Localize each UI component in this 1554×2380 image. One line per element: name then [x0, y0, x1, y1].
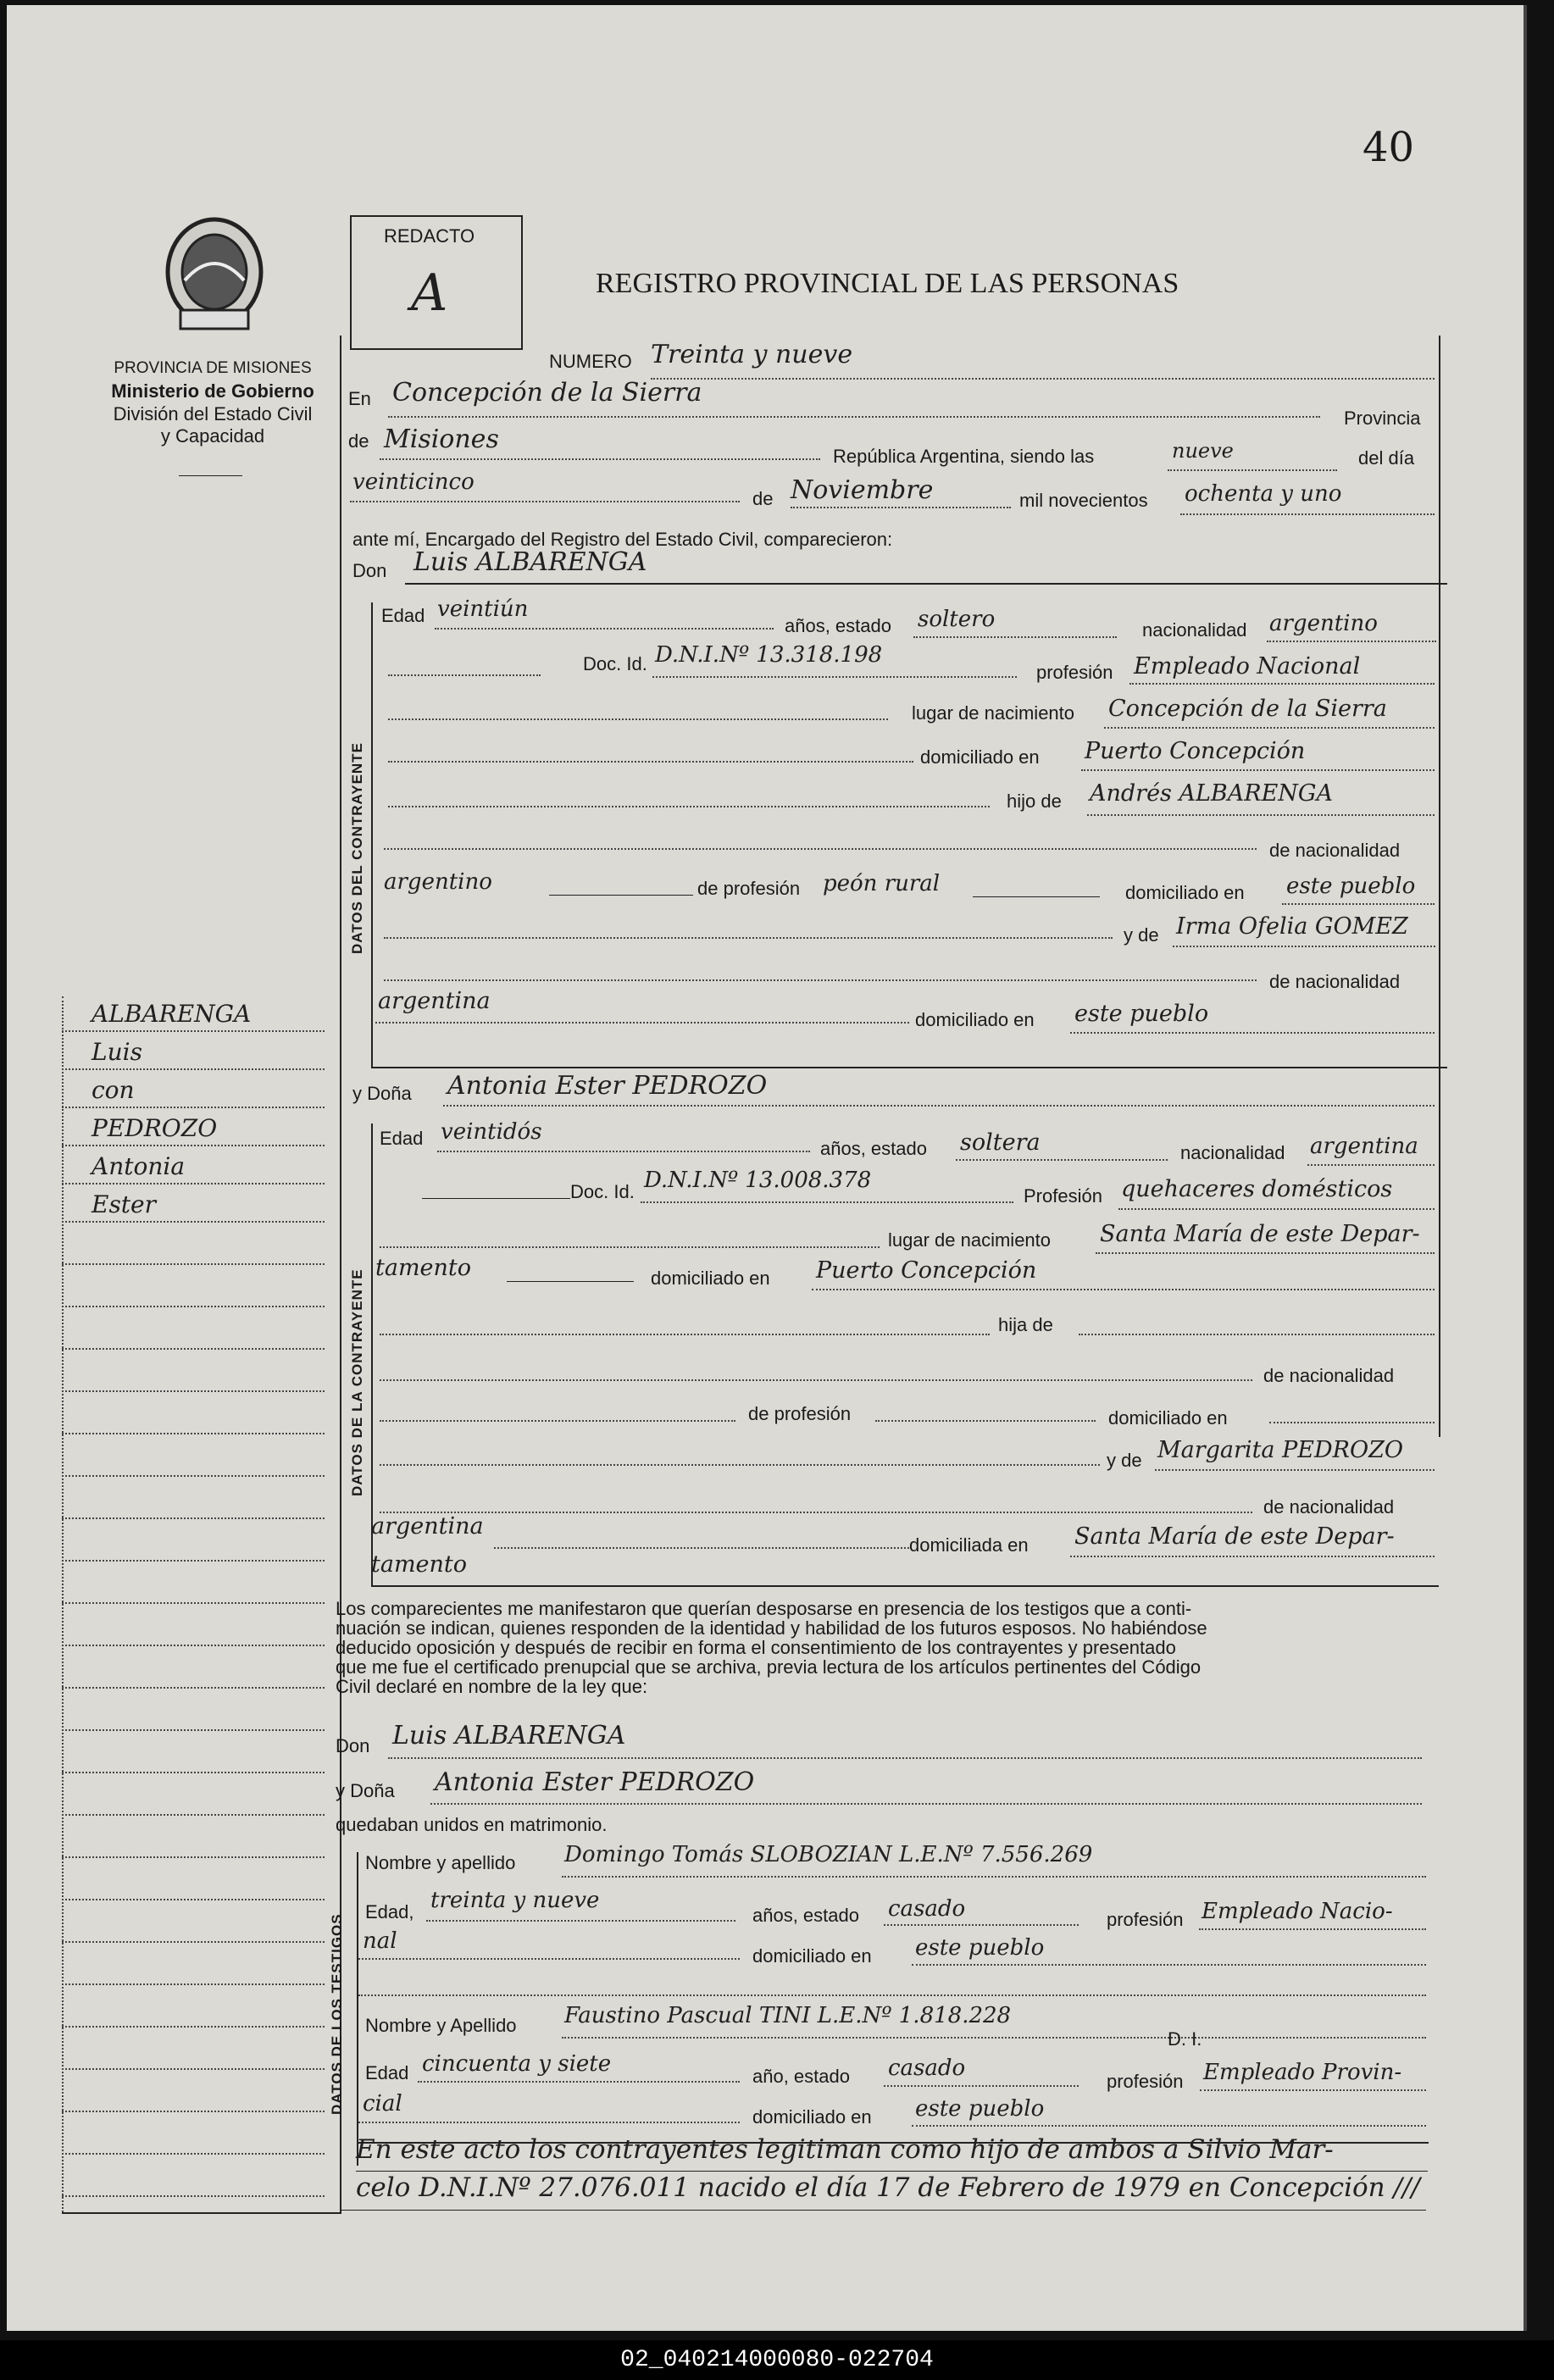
c2-nac-label: nacionalidad — [1180, 1142, 1285, 1163]
mes-value: Noviembre — [791, 475, 934, 505]
margin-line: Antonia — [92, 1152, 186, 1180]
redacto-label: REDACTO — [384, 225, 475, 247]
c1-madre-dom: este pueblo — [1074, 1001, 1209, 1027]
t2-edad: cincuenta y siete — [422, 2051, 612, 2077]
decl-dona-label: y Doña — [336, 1780, 395, 1801]
t2-dom-label: domiciliado en — [752, 2106, 872, 2128]
c2-estado: soltera — [960, 1129, 1041, 1156]
c2-doc-label: Doc. Id. — [570, 1181, 635, 1202]
margin-line: PEDROZO — [92, 1114, 218, 1142]
decl-don: Luis ALBARENGA — [392, 1721, 626, 1750]
t2-edad-label: Edad — [365, 2062, 409, 2083]
lugar-value: Concepción de la Sierra — [392, 378, 702, 408]
footer-filename: 02_040214000080-022704 — [0, 2340, 1554, 2380]
declaration-line3: deducido oposición y después de recibir en forma el consentimiento de los contrayentes y presentado — [336, 1637, 1176, 1658]
c2-lugar-label: lugar de nacimiento — [888, 1229, 1052, 1251]
c1-estado: soltero — [918, 607, 996, 632]
c2-madre-nac-label: de nacionalidad — [1263, 1496, 1395, 1517]
t1-nombre: Domingo Tomás SLOBOZIAN L.E.Nº 7.556.269 — [564, 1842, 1093, 1867]
c2-padre-nac-label: de nacionalidad — [1263, 1365, 1395, 1386]
t1-dom-label: domiciliado en — [752, 1945, 872, 1967]
c1-madre-dom-label: domiciliado en — [915, 1009, 1035, 1030]
decl-don-label: Don — [336, 1735, 370, 1756]
redacto-box — [350, 215, 523, 350]
contrayente1-name: Luis ALBARENGA — [413, 547, 647, 577]
c1-lugar: Concepción de la Sierra — [1108, 696, 1387, 722]
c2-padre-dom-label: domiciliado en — [1108, 1407, 1228, 1429]
t2-estado-label: año, estado — [752, 2066, 850, 2087]
anio-value: ochenta y uno — [1185, 481, 1342, 507]
c1-padre-prof: peón rural — [823, 871, 941, 896]
t1-prof-label: profesión — [1107, 1909, 1184, 1930]
t1-edad-label: Edad, — [365, 1901, 414, 1922]
c1-padre-dom-label: domiciliado en — [1125, 882, 1245, 903]
republica-text: República Argentina, siendo las — [833, 446, 1095, 467]
c1-padre-prof-label: de profesión — [697, 878, 801, 899]
t2-estado: casado — [888, 2055, 966, 2081]
c1-padre-dom: este pueblo — [1286, 874, 1416, 899]
dona-label: y Doña — [352, 1083, 412, 1104]
page-number: 40 — [1363, 124, 1415, 171]
decl-quedaban: quedaban unidos en matrimonio. — [336, 1814, 608, 1835]
ante-text: ante mí, Encargado del Registro del Estado Civil, comparecieron: — [352, 529, 893, 550]
right-frame — [1439, 336, 1440, 1437]
provincia-value: Misiones — [384, 424, 499, 454]
de-label: de — [348, 430, 369, 452]
office-division: División del Estado Civil — [113, 403, 313, 424]
t1-dom: este pueblo — [915, 1935, 1045, 1961]
office-ministry: Ministerio de Gobierno — [111, 380, 314, 402]
c1-madre-label: y de — [1124, 924, 1159, 946]
de2-label: de — [752, 488, 774, 509]
t2-prof-label: profesión — [1107, 2071, 1184, 2092]
t2-prof: Empleado Provin- — [1203, 2060, 1402, 2085]
provincia-label: Provincia — [1344, 408, 1421, 429]
c2-edad: veintidós — [441, 1119, 542, 1145]
c1-dom-label: domiciliado en — [920, 746, 1040, 768]
declaration-line2: nuación se indican, quienes responden de la identidad y habilidad de los futuros esposos. No habiéndose — [336, 1617, 1207, 1639]
office-province: PROVINCIA DE MISIONES — [114, 359, 312, 377]
nota-line2: celo D.N.I.Nº 27.076.011 nacido el día 17 de Febrero de 1979 en Concepción /// — [356, 2172, 1420, 2203]
t1-prof: Empleado Nacio- — [1202, 1899, 1393, 1924]
c1-padre: Andrés ALBARENGA — [1090, 780, 1333, 807]
t2-prof2: cial — [363, 2091, 402, 2116]
c2-lugar2: tamento — [375, 1255, 472, 1281]
redacto-mark: A — [411, 264, 448, 323]
c1-madre: Irma Ofelia GOMEZ — [1176, 913, 1408, 940]
c1-prof: Empleado Nacional — [1134, 653, 1361, 680]
c2-madre-dom-label: domiciliada en — [909, 1534, 1029, 1556]
nota-line1: En este acto los contrayentes legitiman como hijo de ambos a Silvio Mar- — [356, 2134, 1334, 2165]
page-title: REGISTRO PROVINCIAL DE LAS PERSONAS — [596, 268, 1179, 299]
c2-prof-label: Profesión — [1024, 1185, 1102, 1207]
c1-madre-nac-label: de nacionalidad — [1269, 971, 1401, 992]
numero-value: Treinta y nueve — [651, 340, 853, 369]
c1-doc: D.N.I.Nº 13.318.198 — [655, 642, 883, 668]
contrayente1-vlabel: DATOS DEL CONTRAYENTE — [349, 742, 365, 954]
t2-nombre-label: Nombre y Apellido — [365, 2015, 517, 2036]
c2-edad-label: Edad — [380, 1128, 424, 1149]
c2-estado-label: años, estado — [820, 1138, 927, 1159]
numero-label: NUMERO — [549, 351, 632, 372]
c2-prof: quehaceres domésticos — [1121, 1176, 1393, 1202]
c2-lugar: Santa María de este Depar- — [1100, 1221, 1420, 1247]
en-label: En — [348, 388, 371, 409]
declaration-line1: Los comparecientes me manifestaron que querían desposarse en presencia de los testigos que a conti- — [336, 1598, 1192, 1619]
c1-nac-label: nacionalidad — [1142, 619, 1247, 641]
t1-edad: treinta y nueve — [430, 1888, 600, 1913]
t1-estado-label: años, estado — [752, 1905, 859, 1926]
c1-prof-label: profesión — [1036, 662, 1113, 683]
c2-dom: Puerto Concepción — [816, 1257, 1037, 1284]
c2-madre-label: y de — [1107, 1450, 1142, 1471]
contrayente2-vlabel: DATOS DE LA CONTRAYENTE — [349, 1268, 365, 1496]
t2-dom: este pueblo — [915, 2096, 1045, 2122]
c1-estado-label: años, estado — [785, 615, 891, 636]
dia-value: veinticinco — [352, 469, 475, 495]
t1-nombre-label: Nombre y apellido — [365, 1852, 516, 1873]
mil-label: mil novecientos — [1019, 490, 1148, 511]
c1-edad: veintiún — [437, 596, 529, 622]
c2-doc: D.N.I.Nº 13.008.378 — [644, 1168, 872, 1193]
hora-value: nueve — [1172, 439, 1234, 463]
c2-padre-prof-label: de profesión — [748, 1403, 852, 1424]
declaration-line4: que me fue el certificado prenupcial que se archiva, previa lectura de los artículos pertinentes del Código — [336, 1656, 1202, 1678]
margin-line: ALBARENGA — [92, 1000, 252, 1028]
contrayente2-name: Antonia Ester PEDROZO — [447, 1071, 768, 1101]
don-label: Don — [352, 560, 387, 581]
c1-edad-label: Edad — [381, 605, 425, 626]
t2-nombre: Faustino Pascual TINI L.E.Nº 1.818.228 — [564, 2003, 1012, 2028]
declaration-line5: Civil declaré en nombre de la ley que: — [336, 1676, 648, 1697]
c1-padre-nac-label: de nacionalidad — [1269, 840, 1401, 861]
office-capacity: y Capacidad — [160, 425, 265, 447]
margin-line: Ester — [92, 1190, 157, 1218]
c1-hijo-label: hijo de — [1007, 791, 1062, 812]
t2-doc: D. I. — [1168, 2028, 1202, 2050]
t1-prof2: nal — [363, 1928, 397, 1954]
c1-lugar-label: lugar de nacimiento — [912, 702, 1075, 724]
decl-dona: Antonia Ester PEDROZO — [435, 1767, 755, 1797]
register-page — [7, 5, 1527, 2331]
provincia-de-misiones-seal-icon — [159, 213, 269, 340]
testigos-vlabel: DATOS DE LOS TESTIGOS — [329, 1913, 345, 2115]
margin-line: con — [92, 1076, 135, 1104]
c1-dom: Puerto Concepción — [1085, 738, 1306, 764]
margin-line: Luis — [92, 1038, 142, 1066]
c2-nac: argentina — [1310, 1134, 1418, 1159]
c1-madre-nac: argentina — [378, 988, 491, 1014]
c2-madre: Margarita PEDROZO — [1157, 1437, 1403, 1463]
c1-nac: argentino — [1269, 611, 1378, 636]
c2-dom-label: domiciliado en — [651, 1268, 770, 1289]
c2-madre-dom: Santa María de este Depar- — [1074, 1523, 1395, 1550]
c2-hija-label: hija de — [998, 1314, 1053, 1335]
del-dia-label: del día — [1358, 447, 1415, 469]
c2-madre-dom2: tamento — [371, 1551, 468, 1578]
t1-estado: casado — [888, 1896, 966, 1922]
c1-doc-label: Doc. Id. — [583, 653, 647, 674]
c1-padre-nac: argentino — [384, 869, 492, 895]
c2-madre-nac: argentina — [371, 1513, 484, 1540]
